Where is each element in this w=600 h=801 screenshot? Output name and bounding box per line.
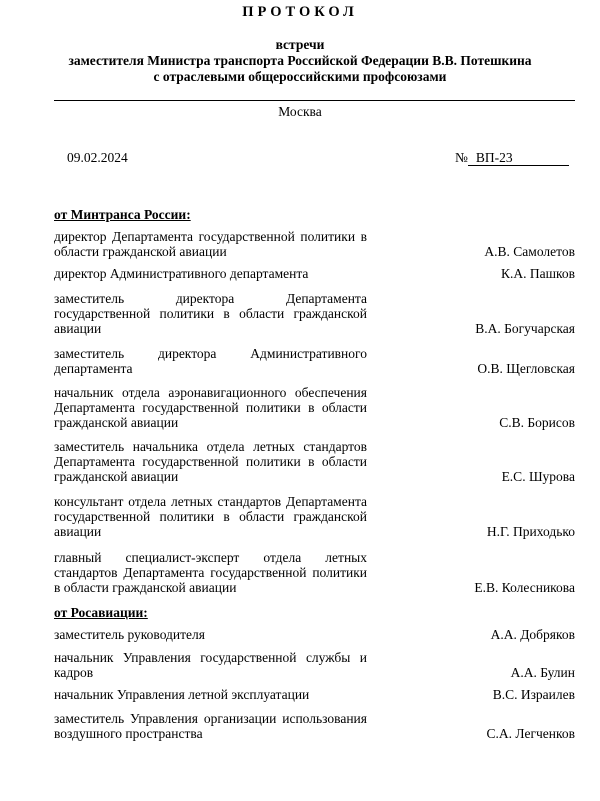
city: Москва xyxy=(278,104,322,119)
number-sign: № xyxy=(455,150,468,165)
participant-row xyxy=(54,687,575,702)
participant-row xyxy=(54,711,575,741)
document-number xyxy=(455,150,569,166)
participant-name: Е.В. Колесникова xyxy=(474,580,575,595)
subtitle-line: заместителя Министра транспорта Российской Федерации В.В. Потешкина xyxy=(68,53,532,68)
document-title: ПРОТОКОЛ xyxy=(242,4,358,20)
participant-row xyxy=(54,439,575,484)
document-date: 09.02.2024 xyxy=(67,150,128,165)
participant-position: начальник отдела аэронавигационного обеспечения Департамента государственной политики в области гражданской авиации xyxy=(54,385,367,430)
participant-name: В.А. Богучарская xyxy=(475,321,575,336)
participant-row xyxy=(54,627,575,642)
participant-row xyxy=(54,291,575,336)
participant-row xyxy=(54,650,575,680)
participant-position: директор Административного департамента xyxy=(54,266,309,281)
participant-name: О.В. Щегловская xyxy=(477,361,575,376)
participant-position: заместитель директора Департамента государственной политики в области гражданской авиации xyxy=(54,291,367,336)
participant-row xyxy=(54,550,575,595)
participant-name: Н.Г. Приходько xyxy=(486,524,575,539)
participant-position: главный специалист-эксперт отдела летных стандартов Департамента государственной политики в области гражданской авиации xyxy=(54,550,367,595)
participant-position: директор Департамента государственной политики в области гражданской авиации xyxy=(54,229,367,259)
subtitle-line: с отраслевыми общероссийскими профсоюзами xyxy=(153,69,447,84)
participant-name: А.А. Добряков xyxy=(490,627,575,642)
section-title-mintrans: от Минтранса России: xyxy=(54,207,191,222)
subtitle-line: встречи xyxy=(275,37,325,52)
number-value: ВП-23 xyxy=(468,150,569,166)
participant-position: заместитель директора Административного департамента xyxy=(54,346,367,376)
participant-position: консультант отдела летных стандартов Департамента государственной политики в области гражданской авиации xyxy=(54,494,367,539)
participant-position: заместитель Управления организации использования воздушного пространства xyxy=(54,711,367,741)
participant-row xyxy=(54,385,575,430)
horizontal-divider xyxy=(54,100,575,101)
participant-row xyxy=(54,229,575,259)
participant-row xyxy=(54,494,575,539)
participant-name: В.С. Израилев xyxy=(492,687,575,702)
participant-row xyxy=(54,266,575,281)
participant-name: Е.С. Шурова xyxy=(501,469,575,484)
section-title-rosaviatsia: от Росавиации: xyxy=(54,605,148,620)
participant-position: начальник Управления государственной службы и кадров xyxy=(54,650,367,680)
participant-position: начальник Управления летной эксплуатации xyxy=(54,687,310,702)
participant-name: К.А. Пашков xyxy=(500,266,575,281)
participant-name: А.В. Самолетов xyxy=(484,244,575,259)
participant-name: С.А. Легченков xyxy=(486,726,575,741)
document-subtitle xyxy=(40,37,560,85)
participant-position: заместитель начальника отдела летных стандартов Департамента государственной политики в области гражданской авиации xyxy=(54,439,367,484)
participant-name: С.В. Борисов xyxy=(499,415,575,430)
participant-position: заместитель руководителя xyxy=(54,627,205,642)
participant-name: А.А. Булин xyxy=(510,665,575,680)
participant-row xyxy=(54,346,575,376)
